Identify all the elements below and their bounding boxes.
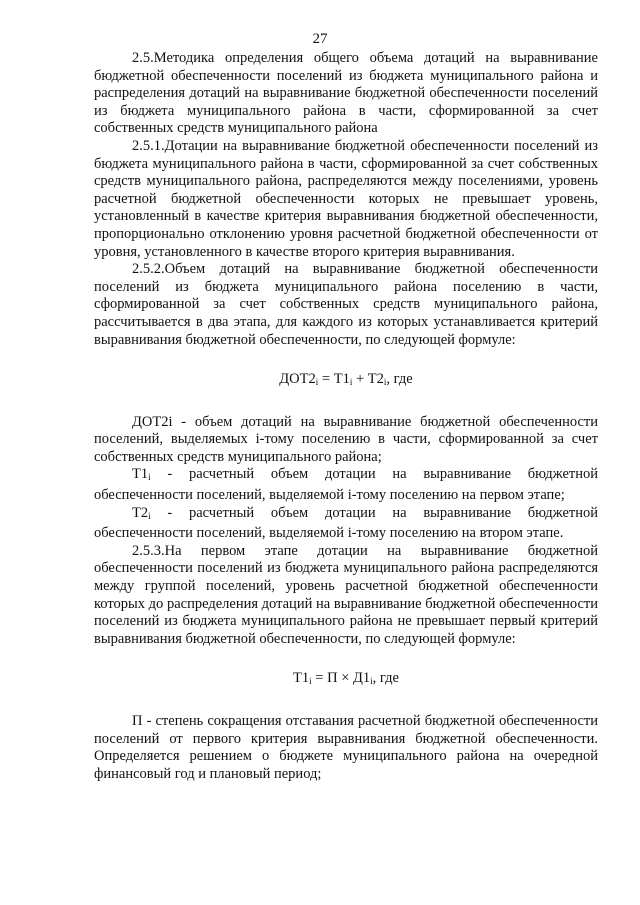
document-body — [94, 50, 598, 783]
definition-t2 — [94, 505, 598, 543]
page-number: 27 — [312, 31, 328, 47]
definition-t2-text: - расчетный объем дотации на выравнивание бюджетной обеспеченности поселений, выделяемой i-тому поселению на втором этапе. — [94, 504, 598, 542]
formula2-where: , где — [372, 670, 399, 687]
formula-t1-term: = Т1 — [318, 371, 350, 388]
definition-t1-text: - расчетный объем дотации на выравнивание бюджетной обеспеченности поселений, выделяемой i-тому поселению на первом этапе; — [94, 466, 598, 504]
definition-t1 — [94, 466, 598, 504]
paragraph-2-5-2: 2.5.2.Объем дотаций на выравнивание бюджетной обеспеченности поселений из бюджета муниципального района поселению в части, сформированной за счет собственных средств муниципального района, рассчитывается в два этапа, для каждого из которых устанавливается критерий выравнивания бюджетной обеспеченности, по следующей формуле: — [94, 261, 598, 348]
formula-dot2 — [94, 371, 598, 392]
formula-t1-subscript: i — [349, 377, 353, 388]
formula-dot2-subscript: i — [315, 377, 319, 388]
definition-p: П - степень сокращения отставания расчетной бюджетной обеспеченности поселений от первого критерия выравнивания бюджетной обеспеченности. Определяется решением о бюджете муниципального района на очередной финансовый год и плановый период; — [94, 713, 598, 782]
section-2-5-heading: 2.5.Методика определения общего объема дотаций на выравнивание бюджетной обеспеченности поселений из бюджета муниципального района и распределения дотаций на выравнивание бюджетной обеспеченности поселений из бюджета муниципального района в части, сформированной за счет собственных средств муниципального района — [94, 50, 598, 137]
definition-t2-symbol: Т2 — [132, 504, 149, 521]
formula-t2-subscript: i — [383, 377, 387, 388]
definition-dot2: ДОТ2i - объем дотаций на выравнивание бюджетной обеспеченности поселений, выделяемых i-тому поселению в части, сформированной за счет собственных средств муниципального района; — [94, 413, 598, 465]
formula-dot2-term: ДОТ2 — [279, 371, 316, 388]
paragraph-2-5-3: 2.5.3.На первом этапе дотации на выравнивание бюджетной обеспеченности поселений из бюджета муниципального района распределяются между группой поселений, уровень расчетной бюджетной обеспеченности которых до распределения дотаций на выравнивание бюджетной обеспеченности поселений из бюджета муниципального района не превышает первый критерий выравнивания бюджетной обеспеченности, по следующей формуле: — [94, 542, 598, 647]
formula2-p-d1-term: = П × Д1 — [311, 670, 371, 687]
formula2-d1-subscript: i — [370, 676, 373, 687]
definition-t1-symbol: Т1 — [132, 466, 149, 483]
formula2-t1-subscript: i — [309, 676, 312, 687]
formula2-t1-term: Т1 — [293, 670, 310, 687]
paragraph-2-5-1: 2.5.1.Дотации на выравнивание бюджетной обеспеченности поселений из бюджета муниципального района в части, сформированной за счет собственных средств муниципального района, распределяются между поселениями, уровень расчетной бюджетной обеспеченности которых не превышает уровень, установленный в качестве критерия выравнивания бюджетной обеспеченности, пропорционально отклонению уровня расчетной бюджетной обеспеченности от уровня, установленного в качестве второго критерия выравнивания. — [94, 137, 598, 260]
formula-t1 — [94, 670, 598, 691]
formula-where: , где — [386, 371, 413, 388]
definition-t1-subscript: i — [148, 472, 151, 483]
formula-t2-term: + Т2 — [352, 371, 384, 388]
definition-t2-subscript: i — [148, 510, 151, 521]
